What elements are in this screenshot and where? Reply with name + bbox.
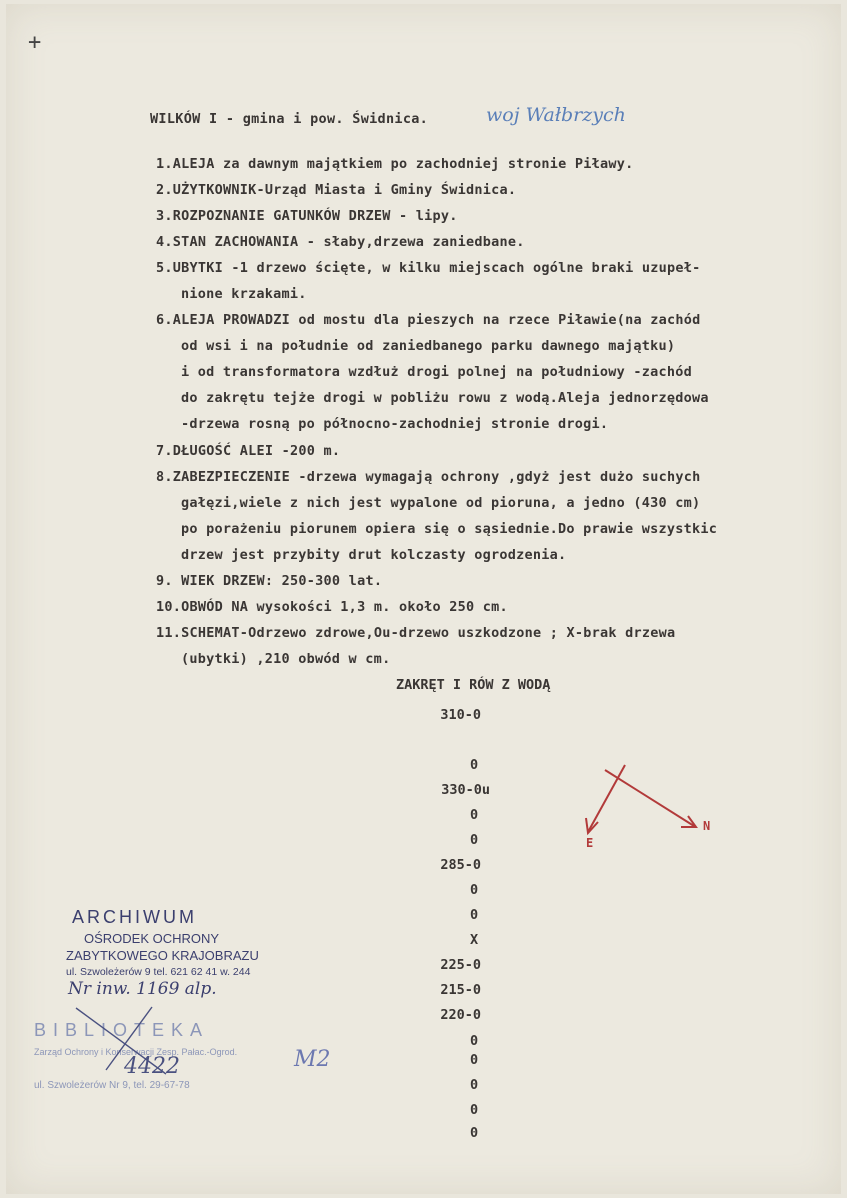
schematic-entry: 330-0u <box>441 782 490 798</box>
archive-stamp-line2: OŚRODEK OCHRONY <box>84 931 220 946</box>
item-1-line-1: 1.ALEJA za dawnym majątkiem po zachodniej stronie Piławy. <box>156 156 634 172</box>
item-2-line-1: 2.UŻYTKOWNIK-Urząd Miasta i Gminy Świdnica. <box>156 182 517 198</box>
library-stamp-address: ul. Szwoleżerów Nr 9, tel. 29-67-78 <box>34 1080 190 1091</box>
schematic-entry: 0 <box>470 1052 479 1068</box>
library-stamp-title: BIBLIOTEKA <box>34 1020 210 1040</box>
item-8-line-1: 8.ZABEZPIECZENIE -drzewa wymagają ochrony ,gdyż jest dużo suchych <box>156 469 701 485</box>
item-11-line-2: (ubytki) ,210 obwód w cm. <box>181 651 391 667</box>
compass-north-label: N <box>703 819 711 833</box>
item-10-line-1: 10.OBWÓD NA wysokości 1,3 m. około 250 cm. <box>156 599 508 615</box>
schematic-heading: ZAKRĘT I RÓW Z WODĄ <box>396 677 551 693</box>
schematic-entry: 215-0 <box>440 982 481 998</box>
schematic-entry: X <box>470 932 479 948</box>
item-6-line-2: od wsi i na południe od zaniedbanego parku dawnego majątku) <box>181 338 676 354</box>
library-handwritten-mark: M2 <box>294 1047 331 1072</box>
item-9-line-1: 9. WIEK DRZEW: 250-300 lat. <box>156 573 383 589</box>
item-6-line-3: i od transformatora wzdłuż drogi polnej na południowy -zachód <box>181 364 693 380</box>
item-8-line-4: drzew jest przybity drut kolczasty ogrodzenia. <box>181 547 567 563</box>
schematic-entry: 220-0 <box>440 1007 481 1023</box>
library-stamp-line2: Zarząd Ochrony i Konserwacji Zesp. Pałac.-Ogrod. <box>34 1047 238 1057</box>
library-cross-mark-icon <box>6 4 841 1194</box>
schematic-entry: 285-0 <box>440 857 481 873</box>
schematic-entry: 0 <box>470 882 479 898</box>
item-5-line-1: 5.UBYTKI -1 drzewo ścięte, w kilku miejscach ogólne braki uzupeł- <box>156 260 701 276</box>
plus-mark: + <box>28 30 42 55</box>
item-8-line-3: po porażeniu piorunem opiera się o sąsiednie.Do prawie wszystkic <box>181 521 718 537</box>
schematic-entry: 0 <box>470 1077 479 1093</box>
item-5-line-2: nione krzakami. <box>181 286 307 302</box>
document-title: WILKÓW I - gmina i pow. Świdnica. <box>150 111 429 127</box>
document-page <box>6 4 841 1194</box>
item-6-line-4: do zakrętu tejże drogi w pobliżu rowu z wodą.Aleja jednorzędowa <box>181 390 709 406</box>
library-handwritten-number: 4422 <box>124 1054 180 1079</box>
schematic-entry: 0 <box>470 1033 479 1049</box>
schematic-entry: 0 <box>470 907 479 923</box>
archive-stamp-line3: ZABYTKOWEGO KRAJOBRAZU <box>66 948 259 963</box>
archive-stamp-title: ARCHIWUM <box>72 907 197 927</box>
schematic-entry: 0 <box>470 1125 479 1141</box>
archive-inventory-number: Nr inw. 1169 alp. <box>68 979 217 999</box>
item-4-line-1: 4.STAN ZACHOWANIA - słaby,drzewa zaniedbane. <box>156 234 525 250</box>
schematic-entry: 225-0 <box>440 957 481 973</box>
compass-east-label: E <box>586 836 594 850</box>
item-8-line-2: gałęzi,wiele z nich jest wypalone od pioruna, a jedno (430 cm) <box>181 495 701 511</box>
item-6-line-5: -drzewa rosną po północno-zachodniej stronie drogi. <box>181 416 609 432</box>
schematic-entry: 0 <box>470 807 479 823</box>
schematic-entry: 0 <box>470 757 479 773</box>
item-3-line-1: 3.ROZPOZNANIE GATUNKÓW DRZEW - lipy. <box>156 208 458 224</box>
schematic-entry: 310-0 <box>440 707 481 723</box>
schematic-entry: 0 <box>470 1102 479 1118</box>
archive-stamp-address: ul. Szwoleżerów 9 tel. 621 62 41 w. 244 <box>66 966 251 978</box>
schematic-entry: 0 <box>470 832 479 848</box>
item-6-line-1: 6.ALEJA PROWADZI od mostu dla pieszych na rzece Piławie(na zachód <box>156 312 701 328</box>
item-11-line-1: 11.SCHEMAT-Odrzewo zdrowe,Ou-drzewo uszkodzone ; X-brak drzewa <box>156 625 676 641</box>
handwritten-voivodeship-note: woj Wałbrzych <box>486 104 626 126</box>
item-7-line-1: 7.DŁUGOŚĆ ALEI -200 m. <box>156 443 341 459</box>
